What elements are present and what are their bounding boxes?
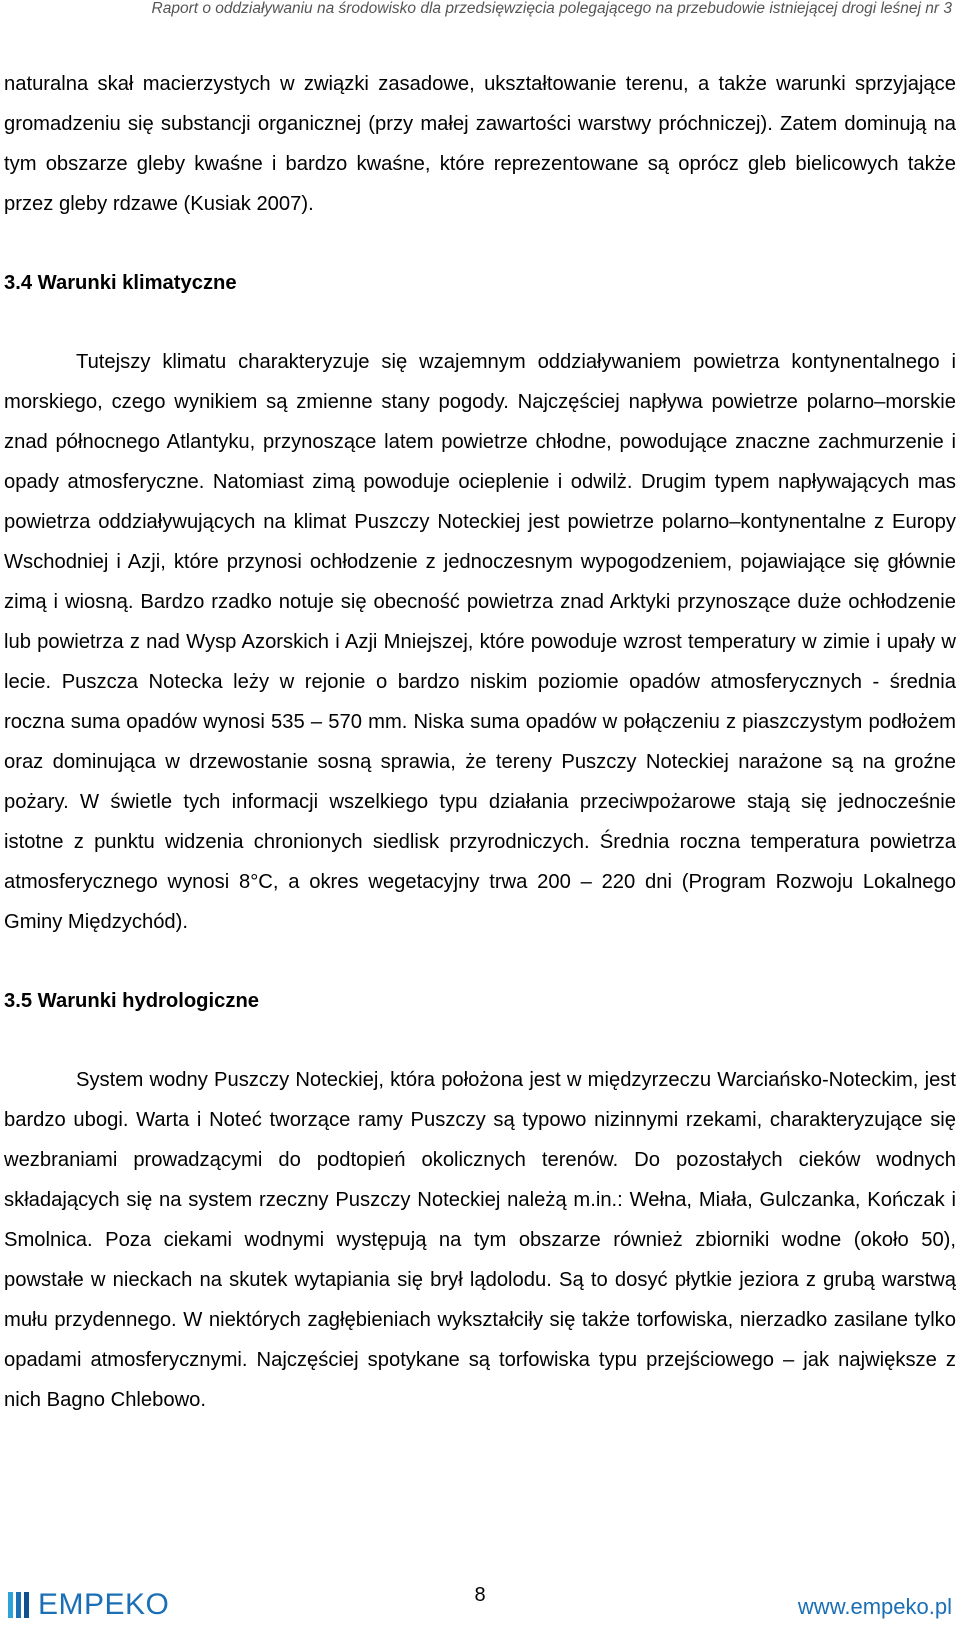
section-heading-hydrology: 3.5 Warunki hydrologiczne: [4, 990, 260, 1012]
section-heading-climate: 3.4 Warunki klimatyczne: [4, 272, 237, 294]
document-body: [4, 64, 956, 1420]
paragraph-climate: Tutejszy klimatu charakteryzuje się wzajemnym oddziaływaniem powietrza kontynentalnego i morskiego, czego wynikiem są zmienne stany pogody. Najczęściej napływa powietrze polarno–morskie znad północnego Atlantyku, przynoszące latem powietrze chłodne, powodujące znaczne zachmurzenie i opady atmosferyczne. Natomiast zimą powoduje ocieplenie i odwilż. Drugim typem napływających mas powietrza oddziaływujących na klimat Puszczy Noteckiej jest powietrze polarno–kontynentalne z Europy Wschodniej i Azji, które przynosi ochłodzenie z jednoczesnym wypogodzeniem, pojawiające się głównie zimą i wiosną. Bardzo rzadko notuje się obecność powietrza znad Arktyki przynoszące duże ochłodzenie lub powietrza z nad Wysp Azorskich i Azji Mniejszej, które powoduje wzrost temperatury w zimie i upały w lecie. Puszcza Notecka leży w rejonie o bardzo niskim poziomie opadów atmosferycznych - średnia roczna suma opadów wynosi 535 – 570 mm. Niska suma opadów w połączeniu z piaszczystym podłożem oraz dominująca w drzewostanie sosną sprawia, że tereny Puszczy Noteckiej narażone są na groźne pożary. W świetle tych informacji wszelkiego typu działania przeciwpożarowe stają się jednocześnie istotne z punktu widzenia chronionych siedlisk przyrodniczych. Średnia roczna temperatura powietrza atmosferycznego wynosi 8°C, a okres wegetacyjny trwa 200 – 220 dni (Program Rozwoju Lokalnego Gminy Międzychód).: [4, 351, 956, 933]
running-header: [0, 0, 952, 18]
paragraph-hydrology: System wodny Puszczy Noteckiej, która położona jest w międzyrzeczu Warciańsko-Noteckim, jest bardzo ubogi. Warta i Noteć tworzące ramy Puszczy są typowo nizinnymi rzekami, charakteryzujące się wezbraniami prowadzącymi do podtopień okolicznych terenów. Do pozostałych cieków wodnych składających się na system rzeczny Puszczy Noteckiej należą m.in.: Wełna, Miała, Gulczanka, Kończak i Smolnica. Poza ciekami wodnymi występują na tym obszarze również zbiorniki wodne (około 50), powstałe w nieckach na skutek wytapiania się brył lądolodu. Są to dosyć płytkie jeziora z grubą warstwą mułu przydennego. W niektórych zagłębieniach wykształciły się także torfowiska, nierzadko zasilane tylko opadami atmosferycznymi. Najczęściej spotykane są torfowiska typu przejściowego – jak największe z nich Bagno Chlebowo.: [4, 1069, 956, 1411]
paragraph-soil-continuation: naturalna skał macierzystych w związki zasadowe, ukształtowanie terenu, a także warunki sprzyjające gromadzeniu się substancji organicznej (przy małej zawartości warstwy próchniczej). Zatem dominują na tym obszarze gleby kwaśne i bardzo kwaśne, które reprezentowane są oprócz gleb bielicowych także przez gleby rdzawe (Kusiak 2007).: [4, 73, 956, 215]
page-footer: [0, 1584, 960, 1624]
website-link[interactable]: www.empeko.pl: [797, 1594, 952, 1619]
running-header-title: Raport o oddziaływaniu na środowisko dla przedsięwzięcia polegającego na przebudowie istniejącej drogi leśnej nr 3: [151, 0, 952, 17]
logo-text: EMPEKO: [38, 1588, 170, 1621]
page-number: 8: [474, 1584, 486, 1606]
